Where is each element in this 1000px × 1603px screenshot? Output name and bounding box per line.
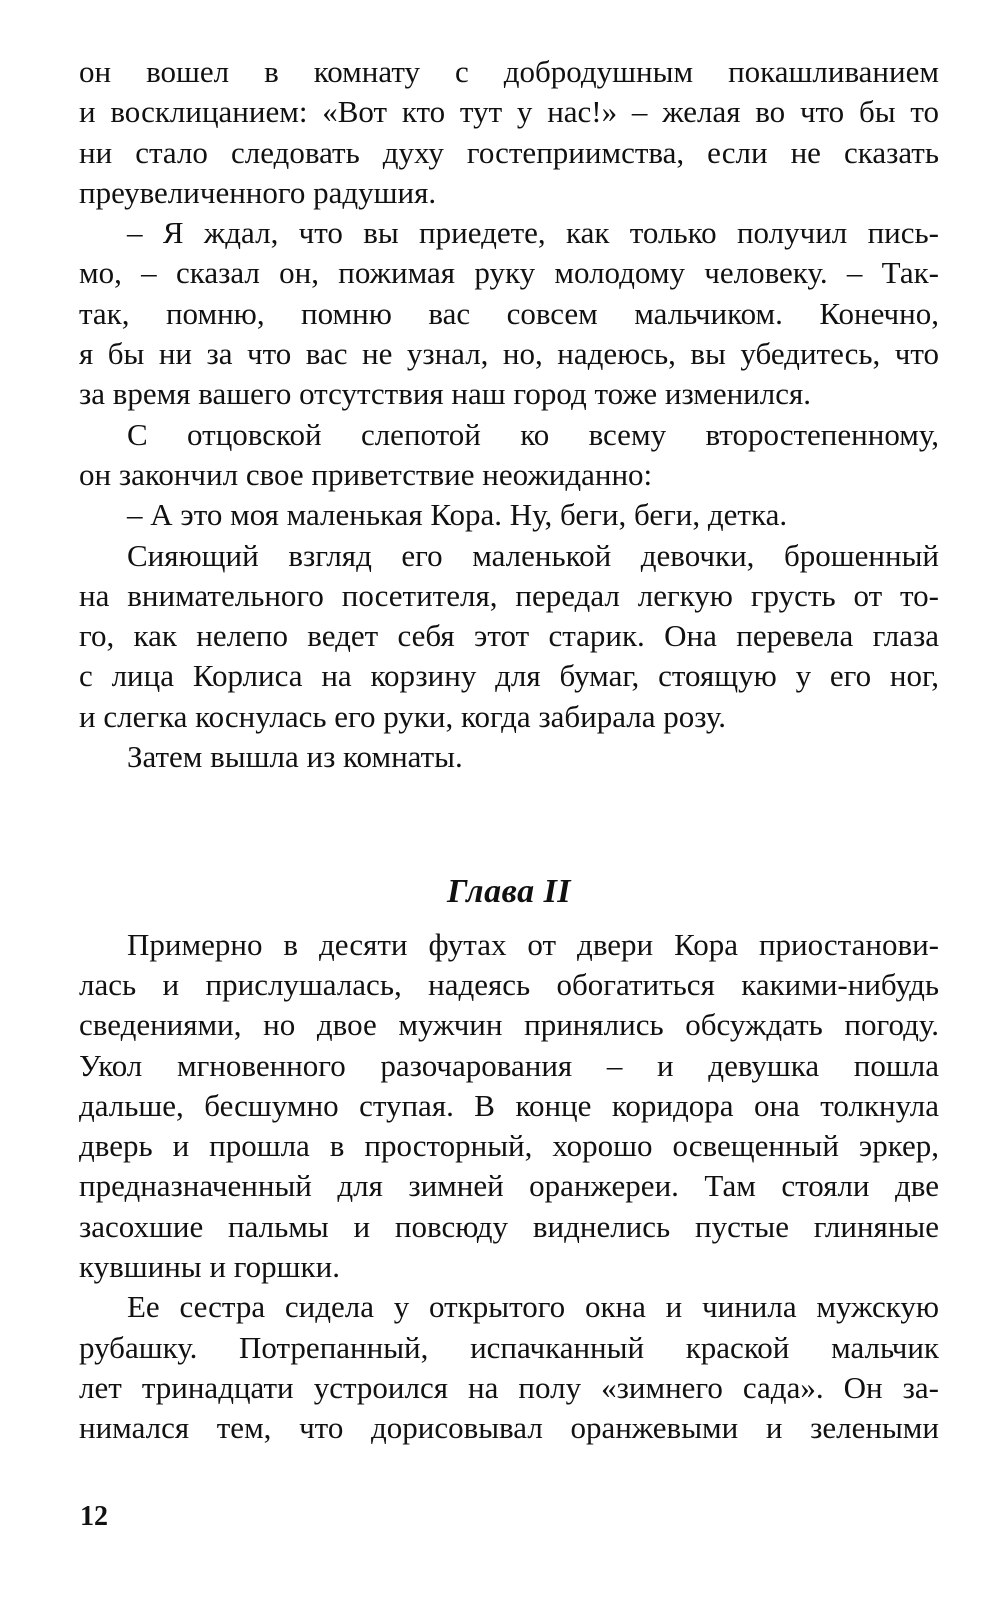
text-line: на внимательного посетителя, передал легкую грусть от то-	[79, 577, 939, 613]
text-line: и восклицанием: «Вот кто тут у нас!» – желая во что бы то	[79, 94, 939, 130]
paragraph	[79, 536, 939, 737]
text-line: Затем вышла из комнаты.	[127, 739, 463, 775]
paragraph	[79, 213, 939, 414]
paragraph	[79, 52, 939, 213]
chapter-gap	[79, 777, 939, 872]
text-line: мо, – сказал он, пожимая руку молодому человеку. – Так-	[79, 255, 939, 291]
text-line: лет тринадцати устроился на полу «зимнего сада». Он за-	[79, 1369, 939, 1405]
paragraph	[79, 737, 939, 777]
paragraph	[79, 415, 939, 496]
paragraph	[79, 925, 939, 1288]
text-line: преувеличенного радушия.	[79, 174, 437, 210]
section-2	[79, 925, 939, 1449]
text-line: Сияющий взгляд его маленькой девочки, брошенный	[127, 537, 939, 573]
text-line: я бы ни за что вас не узнал, но, надеюсь, вы убедитесь, что	[79, 336, 939, 372]
page-number: 12	[80, 1501, 108, 1532]
text-line: он закончил свое приветствие неожиданно:	[79, 456, 653, 492]
text-line: дверь и прошла в просторный, хорошо освещенный эркер,	[79, 1128, 939, 1164]
paragraph	[79, 1287, 939, 1448]
text-line: и слегка коснулась его руки, когда забирала розу.	[79, 698, 727, 734]
book-page	[79, 52, 939, 1449]
paragraph	[79, 495, 939, 535]
chapter-title: Глава II	[446, 873, 572, 911]
text-line: дальше, бесшумно ступая. В конце коридора она толкнула	[79, 1087, 939, 1123]
text-line: кувшины и горшки.	[79, 1249, 340, 1285]
section-1	[79, 52, 939, 777]
text-line: – Я ждал, что вы приедете, как только получил пись-	[127, 215, 939, 251]
text-line: сведениями, но двое мужчин принялись обсуждать погоду.	[79, 1007, 939, 1043]
text-line: так, помню, помню вас совсем мальчиком. Конечно,	[79, 295, 939, 331]
text-line: предназначенный для зимней оранжереи. Там стояли две	[79, 1168, 939, 1204]
text-line: Укол мгновенного разочарования – и девушка пошла	[79, 1047, 939, 1083]
text-line: – А это моя маленькая Кора. Ну, беги, беги, детка.	[127, 497, 788, 533]
text-line: нимался тем, что дорисовывал оранжевыми и зелеными	[79, 1410, 939, 1446]
text-line: рубашку. Потрепанный, испачканный краской мальчик	[79, 1329, 939, 1365]
text-line: Ее сестра сидела у открытого окна и чинила мужскую	[127, 1289, 939, 1325]
text-line: с лица Корлиса на корзину для бумаг, стоящую у его ног,	[79, 658, 939, 694]
chapter-gap-after	[79, 913, 939, 925]
text-line: лась и прислушалась, надеясь обогатиться какими-нибудь	[79, 966, 939, 1002]
text-line: засохшие пальмы и повсюду виднелись пустые глиняные	[79, 1208, 939, 1244]
text-line: ни стало следовать духу гостеприимства, если не сказать	[79, 134, 939, 170]
text-line: С отцовской слепотой ко всему второстепенному,	[127, 416, 939, 452]
text-line: Примерно в десяти футах от двери Кора приостанови-	[127, 926, 939, 962]
text-line: за время вашего отсутствия наш город тоже изменился.	[79, 376, 812, 412]
text-line: он вошел в комнату с добродушным покашливанием	[79, 54, 939, 89]
text-line: го, как нелепо ведет себя этот старик. Она перевела глаза	[79, 618, 939, 654]
